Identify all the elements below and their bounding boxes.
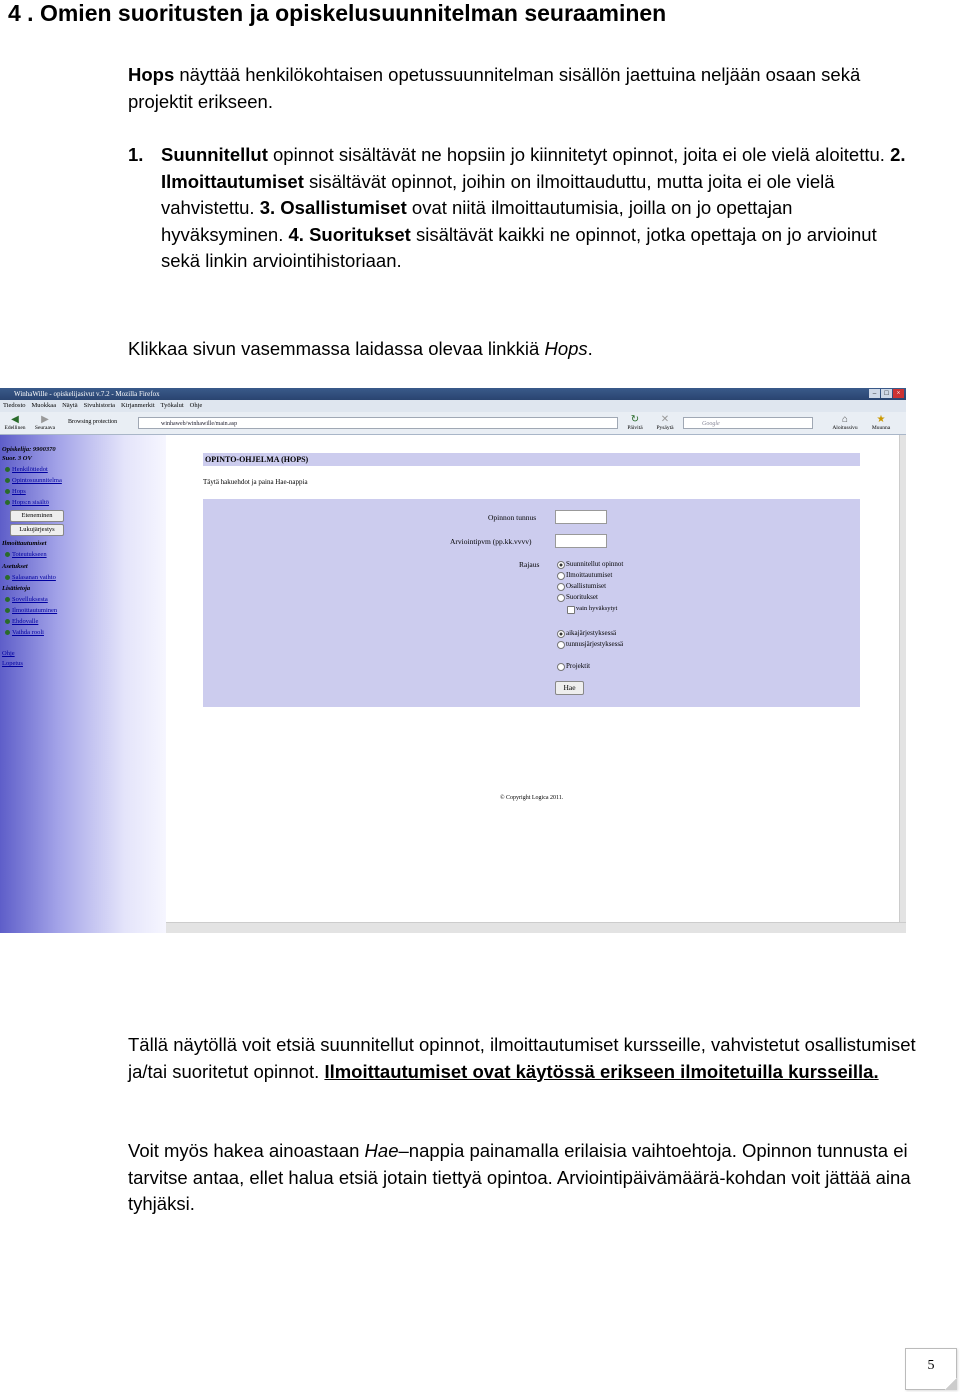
instruction-text: Täytä hakuehdot ja paina Hae-nappia [203, 478, 308, 486]
menu-file: Tiedosto [3, 402, 26, 409]
part2-bold: 2. Ilmoittautumiset [161, 144, 906, 192]
sidebar-link-ilmoittautuminen: Ilmoittautuminen [2, 606, 57, 615]
student-id: Opiskelija: 9900370 [2, 446, 56, 453]
star-icon: ★ [876, 414, 886, 425]
home-button: ⌂ Aloitussivu [830, 414, 860, 431]
back-button: ◀ Edellinen [0, 414, 30, 431]
part1-bold: Suunnitellut [161, 144, 268, 165]
sidebar-link-toteutukseen: Toteutukseen [2, 550, 47, 559]
sidebar-link-opintosuunnitelma: Opintosuunnitelma [2, 476, 62, 485]
sidebar-link-vaihda-rooli: Vaihda rooli [2, 628, 44, 637]
label-rajaus: Rajaus [519, 560, 540, 569]
sidebar [0, 435, 166, 933]
part4-bold: 4. Suoritukset [288, 223, 411, 245]
eteneminen-button: Eteneminen [10, 510, 64, 522]
part2-text: sisältävät opinnot, joihin on ilmoittauduttu, mutta joita ei ole vielä vahvistettu. [161, 170, 835, 218]
click-instruction [128, 336, 918, 363]
forward-arrow-icon: ▶ [41, 414, 49, 425]
browsing-protection: Browsing protection [68, 419, 118, 425]
sidebar-link-ohje: Ohje [2, 650, 15, 657]
more-button: ★ Muunna [866, 414, 896, 431]
parts-list [128, 142, 918, 275]
part3-bold: 3. Osallistumiset [259, 197, 407, 218]
lukujarjestys-button: Lukujärjestys [10, 524, 64, 536]
menu-tools: Työkalut [160, 402, 184, 409]
credits: Suor. 3 OV [2, 455, 32, 462]
menu-edit: Muokkaa [31, 402, 57, 409]
arviointipvm-field [555, 534, 607, 548]
part4-text: sisältävät kaikki ne opinnot, jotka opettaja on jo arvioinut sekä linkin arviointihistoriaan. [161, 223, 877, 271]
page-content [0, 435, 906, 933]
sidebar-link-sovelluksesta: Sovelluksesta [2, 595, 48, 604]
horizontal-scrollbar [166, 922, 906, 933]
opinnon-tunnus-field [555, 510, 607, 524]
search-explanation [128, 1032, 918, 1085]
page-number: 5 [905, 1348, 957, 1390]
radio-suunnitellut: Suunnitellut opinnot [557, 560, 623, 568]
home-icon: ⌂ [841, 414, 848, 425]
hae-button: Hae [555, 681, 584, 695]
para3-italic: Hae [364, 1140, 399, 1161]
sidebar-link-henkilotiedot: Henkilötiedot [2, 465, 48, 474]
reload-icon: ↻ [630, 414, 640, 425]
radio-suoritukset: Suoritukset [557, 593, 598, 601]
section-asetukset: Asetukset [2, 563, 28, 570]
intro-text: näyttää henkilökohtaisen opetussuunnitelman sisällön jaettuina neljään osaan sekä projektit erikseen. [128, 64, 861, 112]
list-number: 1. [128, 144, 144, 165]
para3-before: Voit myös hakea ainoastaan [128, 1140, 365, 1161]
click-after: . [587, 338, 593, 359]
reload-button: ↻ Päivitä [620, 414, 650, 431]
label-opinnon-tunnus: Opinnon tunnus [488, 513, 537, 522]
sidebar-link-hops: Hops [2, 487, 26, 496]
vertical-scrollbar [899, 435, 906, 933]
para2-underlined: Ilmoittautumiset ovat käytössä erikseen ilmoitetuilla kursseilla. [324, 1060, 879, 1082]
menu-bookmarks: Kirjanmerkit [121, 402, 155, 409]
window-title: WinhaWille - opiskelijasivut v.7.2 - Mozilla Firefox [14, 390, 160, 398]
menu-view: Näytä [62, 402, 78, 409]
radio-osallistumiset: Osallistumiset [557, 582, 606, 590]
section-lisatietoja: Lisätietoja [2, 585, 31, 592]
click-before: Klikkaa sivun vasemmassa laidassa olevaa linkkiä [128, 338, 545, 359]
window-titlebar [0, 388, 906, 400]
search-box: Google [683, 417, 813, 429]
checkbox-vain-hyvaksytyt: vain hyväksytyt [567, 605, 617, 612]
back-arrow-icon: ◀ [11, 414, 19, 425]
radio-projektit: Projektit [557, 662, 590, 670]
sidebar-link-ehdovalle: Ehdovalle [2, 617, 38, 626]
section-ilmoittautumiset: Ilmoittautumiset [2, 540, 47, 547]
part1-text: opinnot sisältävät ne hopsiin jo kiinnitetyt opinnot, joita ei ole vielä aloitettu. [267, 144, 891, 165]
radio-aikajarjestys: aikajärjestyksessä [557, 629, 616, 637]
minimize-icon: – [869, 389, 880, 398]
hae-explanation [128, 1138, 918, 1218]
copyright: © Copyright Logica 2011. [500, 795, 564, 801]
para3-after: –nappia painamalla erilaisia vaihtoehtoja. Opinnon tunnusta ei tarvitse antaa, ellet halua etsiä jotain tiettyä opintoa. Arviointipäivämäärä-kohdan voit jättää aina tyhjäksi. [128, 1140, 911, 1214]
sidebar-link-hops-sisalto: Hops:n sisältö [2, 498, 49, 507]
radio-tunnusjarjestys: tunnusjärjestyksessä [557, 640, 623, 648]
para2-text: Tällä näytöllä voit etsiä suunnitellut opinnot, ilmoittautumiset kursseille, vahvistetut osallistumiset ja/tai suoritetut opinnot. [128, 1034, 916, 1082]
navigation-toolbar [0, 412, 906, 435]
page-heading: 4 . Omien suoritusten ja opiskelusuunnitelman seuraaminen [8, 0, 667, 26]
url-bar: winhaweb/winhawille/main.asp [138, 417, 618, 429]
menu-help: Ohje [189, 402, 203, 409]
stop-button: ✕ Pysäytä [650, 414, 680, 431]
stop-icon: ✕ [660, 414, 670, 425]
main-title: OPINTO-OHJELMA (HOPS) [203, 453, 860, 466]
intro-paragraph [128, 62, 918, 115]
close-icon: × [893, 389, 904, 398]
search-panel [203, 499, 860, 707]
intro-bold: Hops [128, 64, 175, 85]
sidebar-link-lopetus: Lopetus [2, 660, 23, 667]
menu-history: Sivuhistoria [83, 402, 116, 409]
click-italic: Hops [544, 338, 588, 359]
radio-ilmoittautumiset: Ilmoittautumiset [557, 571, 612, 579]
maximize-icon: □ [881, 389, 892, 398]
forward-button: ▶ Seuraava [30, 414, 60, 431]
part3-text: ovat niitä ilmoittautumisia, joilla on jo opettajan hyväksyminen. [161, 197, 793, 245]
sidebar-link-salasana: Salasanan vaihto [2, 573, 56, 582]
menu-bar [0, 400, 906, 412]
browser-screenshot [0, 388, 906, 933]
label-arviointipvm: Arviointipvm (pp.kk.vvvv) [450, 537, 532, 546]
list-text [161, 142, 918, 275]
